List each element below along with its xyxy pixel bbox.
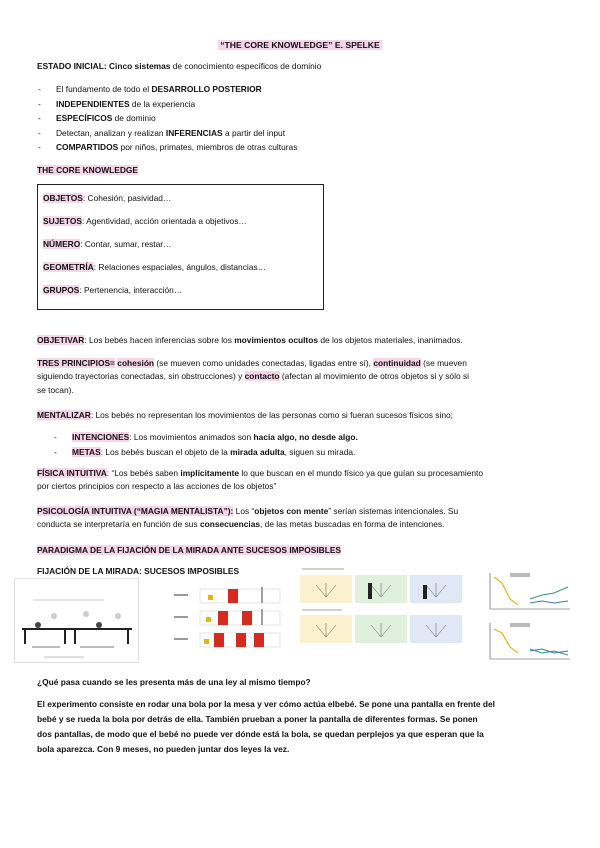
screens-rows-illustration bbox=[170, 583, 282, 653]
figure-tables-sketch bbox=[14, 578, 139, 663]
figure-screens-rows bbox=[170, 583, 282, 653]
colored-panels-illustration bbox=[298, 563, 468, 649]
core-item-grupos: GRUPOS: Pertenencia, interacción… bbox=[43, 285, 183, 295]
estado-inicial-line: ESTADO INICIAL: Cinco sistemas de conocimiento específicos de dominio bbox=[37, 61, 322, 71]
list-item: - INTENCIONES: Los movimientos animados son hacia algo, no desde algo. bbox=[72, 430, 358, 445]
tables-sketch-illustration bbox=[14, 578, 139, 663]
tres-principios-paragraph: TRES PRINCIPIOS= cohesión (se mueven como unidades conectadas, ligadas entre sí), continuidad (se mueven siguiendo trayectorias conectadas, sin obstrucciones) y contacto (afectan al movimiento de otros objetos si y sólo si se tocan). bbox=[37, 358, 469, 395]
figure-colored-panels bbox=[298, 563, 468, 649]
page-title: “THE CORE KNOWLEDGE” E. SPELKE bbox=[220, 40, 380, 50]
objetivar-paragraph: OBJETIVAR: Los bebés hacen inferencias sobre los movimientos ocultos de los objetos materiales, inanimados. bbox=[37, 335, 463, 345]
fisica-intuitiva-paragraph: FÍSICA INTUITIVA: “Los bebés saben implícitamente lo que buscan en el mundo físico ya que guían su procesamiento por ciertos principios con respecto a las acciones de los objetos” bbox=[37, 468, 483, 492]
list-item: - El fundamento de todo el DESARROLLO POSTERIOR bbox=[56, 82, 297, 97]
core-knowledge-box bbox=[37, 184, 324, 310]
experiment-paragraph: El experimento consiste en rodar una bola por la mesa y ver cómo actúa elbebé. Se pone una pantalla en frente del bebé y se rueda la bola por detrás de ella. También prueban a poner la pantalla de diferentes formas. Se ponen dos pantallas, de modo que el bebé no puede ver dónde está la bola, se quedan perplejos ya que esperan que la bola aparezca. Con 9 meses, no pueden juntar dos leyes la vez. bbox=[37, 699, 495, 754]
list-item: - METAS: Los bebés buscan el objeto de la mirada adulta, siguen su mirada. bbox=[72, 445, 358, 460]
core-item-numero: NÚMERO: Contar, sumar, restar… bbox=[43, 239, 172, 249]
mentalizar-paragraph: MENTALIZAR: Los bebés no representan los movimientos de las personas como si fueran sucesos físicos sino; bbox=[37, 410, 453, 420]
psicologia-intuitiva-paragraph: PSICOLOGÍA INTUITIVA (“MAGIA MENTALISTA”): Los “objetos con mente” serían sistemas intencionales. Su conducta se interpretaría en función de sus consecuencias, de las metas buscadas en forma de intenciones. bbox=[37, 506, 459, 530]
estado-bullets bbox=[56, 82, 297, 155]
list-item: - INDEPENDIENTES de la experiencia bbox=[56, 97, 297, 112]
list-item: - Detectan, analizan y realizan INFERENCIAS a partir del input bbox=[56, 126, 297, 141]
list-item: - ESPECÍFICOS de dominio bbox=[56, 111, 297, 126]
list-item: - COMPARTIDOS por niños, primates, miembros de otras culturas bbox=[56, 140, 297, 155]
mentalizar-bullets bbox=[72, 430, 358, 459]
core-knowledge-heading: THE CORE KNOWLEDGE bbox=[37, 165, 138, 175]
figure-line-charts bbox=[480, 563, 576, 668]
paradigma-heading: PARADIGMA DE LA FIJACIÓN DE LA MIRADA ANTE SUCESOS IMPOSIBLES bbox=[37, 545, 341, 555]
question-line: ¿Qué pasa cuando se les presenta más de una ley al mismo tiempo? bbox=[37, 677, 311, 687]
line-charts-illustration bbox=[480, 563, 576, 668]
fijacion-heading: FIJACIÓN DE LA MIRADA: SUCESOS IMPOSIBLES bbox=[37, 566, 240, 576]
core-item-objetos: OBJETOS: Cohesión, pasividad… bbox=[43, 193, 172, 203]
core-item-geometria: GEOMETRÍA: Relaciones espaciales, ángulos, distancias… bbox=[43, 262, 266, 272]
core-item-sujetos: SUJETOS: Agentividad, acción orientada a objetivos… bbox=[43, 216, 247, 226]
